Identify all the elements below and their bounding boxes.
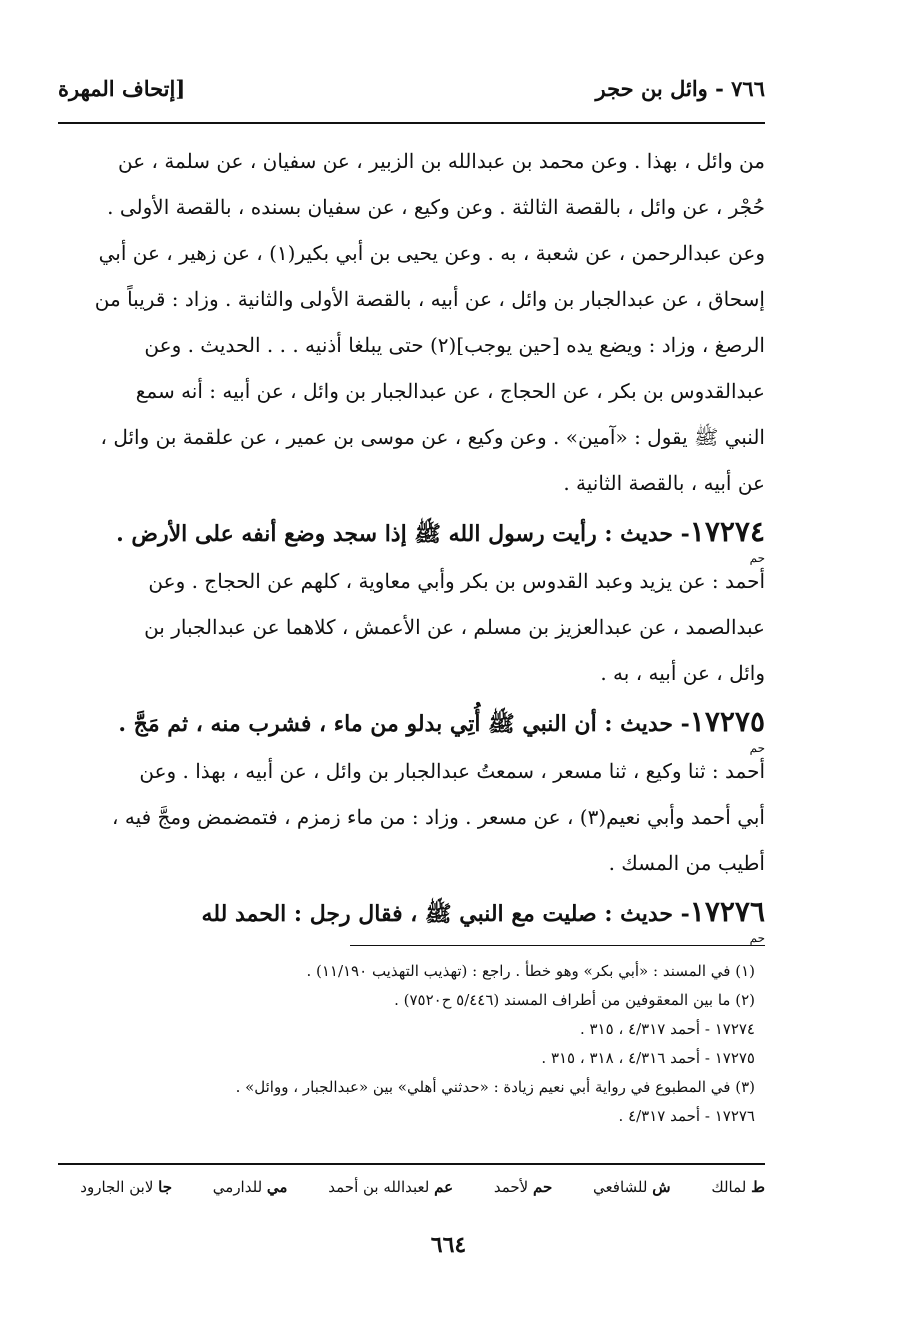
hadith-text: - حديث : رأيت رسول الله ﷺ إذا سجد وضع أنفه على الأرض . [116, 521, 690, 547]
legend-item: حم لأحمد [493, 1178, 553, 1196]
header-chapter: ٧٦٦ - وائل بن حجر [595, 76, 765, 101]
hadith-number: ١٧٢٧٤ [689, 515, 765, 548]
page-number: ٦٦٤ [430, 1232, 467, 1258]
header-book-title: [إتحاف المهرة [58, 76, 186, 101]
legend-item: جا لابن الجارود [80, 1178, 172, 1196]
footnote-rule [350, 945, 765, 946]
footnote: (٣) في المطبوع في رواية أبي نعيم زيادة : «حدثني أهلي» بين «عبدالجبار ، ووائل» . [235, 1078, 755, 1096]
footnote: ١٧٢٧٦ - أحمد ٤/٣١٧ . [618, 1107, 755, 1125]
hadith-heading-17274 [58, 506, 765, 565]
hadith-heading-17275 [58, 696, 765, 755]
text-line: حُجْر ، عن وائل ، بالقصة الثالثة . وعن وكيع ، عن سفيان بسنده ، بالقصة الأولى . [107, 195, 765, 219]
hadith-heading-17276 [58, 886, 765, 945]
sigla-legend [58, 1178, 765, 1196]
hadith-number: ١٧٢٧٥ [689, 705, 765, 738]
text-line: أبي أحمد وأبي نعيم(٣) ، عن مسعر . وزاد : من ماء زمزم ، فتمضمض ومجَّ فيه ، [112, 805, 765, 829]
text-line: أحمد : ثنا وكيع ، ثنا مسعر ، سمعتُ عبدالجبار بن وائل ، عن أبيه ، بهذا . وعن [139, 759, 765, 783]
text-line: النبي ﷺ يقول : «آمين» . وعن وكيع ، عن موسى بن عمير ، عن علقمة بن وائل ، [100, 425, 765, 449]
legend-rule [58, 1163, 765, 1165]
text-line: عبدالقدوس بن بكر ، عن الحجاج ، عن عبدالجبار بن وائل ، عن أبيه : أنه سمع [135, 379, 765, 403]
text-line: وائل ، عن أبيه ، به . [600, 661, 765, 685]
source-siglum: حم [749, 551, 765, 565]
footnotes [58, 957, 765, 1131]
legend-item: ط لمالك [711, 1178, 765, 1196]
text-line: من وائل ، بهذا . وعن محمد بن عبدالله بن الزبير ، عن سفيان ، عن سلمة ، عن [117, 149, 765, 173]
legend-item: عم لعبدالله بن أحمد [328, 1178, 454, 1196]
source-siglum: حم [749, 931, 765, 945]
hadith-number: ١٧٢٧٦ [689, 895, 765, 928]
footnote: ١٧٢٧٤ - أحمد ٤/٣١٧ ، ٣١٥ . [579, 1020, 755, 1038]
hadith-text: - حديث : أن النبي ﷺ أُتِي بدلو من ماء ، فشرب منه ، ثم مَجَّ . [118, 711, 690, 737]
legend-item: ش للشافعي [593, 1178, 671, 1196]
text-line: أطيب من المسك . [608, 851, 765, 875]
text-line: الرصغ ، وزاد : ويضع يده [حين يوجب](٢) حتى يبلغا أذنيه . . . الحديث . وعن [144, 333, 765, 357]
text-line: إسحاق ، عن عبدالجبار بن وائل ، عن أبيه ، بالقصة الأولى والثانية . وزاد : قريباً من [94, 287, 765, 311]
header-rule [58, 122, 765, 124]
text-line: وعن عبدالرحمن ، عن شعبة ، به . وعن يحيى بن أبي بكير(١) ، عن زهير ، عن أبي [98, 241, 765, 265]
footnote: ١٧٢٧٥ - أحمد ٤/٣١٦ ، ٣١٨ ، ٣١٥ . [541, 1049, 755, 1067]
hadith-text: - حديث : صليت مع النبي ﷺ ، فقال رجل : الحمد لله [201, 901, 690, 927]
footnote: (٢) ما بين المعقوفين من أطراف المسند (٥/٤٤٦ ح٧٥٢٠) . [394, 991, 755, 1009]
main-text [58, 138, 765, 945]
text-line: أحمد : عن يزيد وعبد القدوس بن بكر وأبي معاوية ، كلهم عن الحجاج . وعن [148, 569, 765, 593]
source-siglum: حم [749, 741, 765, 755]
legend-item: مي للدارمي [212, 1178, 288, 1196]
running-header [58, 70, 765, 110]
text-line: عن أبيه ، بالقصة الثانية . [563, 471, 765, 495]
footnote: (١) في المسند : «أبي بكر» وهو خطأ . راجع : (تهذيب التهذيب ١١/١٩٠) . [306, 962, 755, 980]
text-line: عبدالصمد ، عن عبدالعزيز بن مسلم ، عن الأعمش ، كلاهما عن عبدالجبار بن [144, 615, 765, 639]
